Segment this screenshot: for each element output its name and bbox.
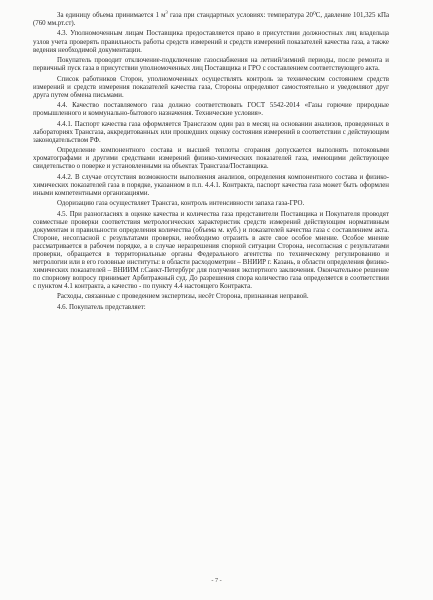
paragraph-odorization: Одоризацию газа осуществляет Трансгаз, контроль интенсивности запаха газа-ГРО. (57, 200, 305, 208)
paragraph-4-6: 4.6. Покупатель представляет: (57, 303, 146, 311)
paragraph-gas-unit-pre: За единицу объема принимается 1 м (57, 12, 166, 19)
paragraph-gas-unit (33, 9, 390, 28)
paragraph-4-4-2: 4.4.2. В случае отсутствия возможности выполнения анализов, определения компонентного состава и физико-химических показателей газа в порядке, указанном в п.п. 4.4.1. Контракта, паспорт качества газа может быть оформлен иными компетентными организациями. (33, 173, 389, 197)
document-body (33, 9, 390, 314)
paragraph-gas-unit-post: газа при стандартных условиях: температура 20⁰С, давление 101,325 кПа (760 мм.рт.ст). (33, 12, 390, 28)
paragraph-4-4-1: 4.4.1. Паспорт качества газа оформляется Трансгазом один раз в месяц на основании анализов, проведенных в лабораториях Трансгаза, аккредитованных или прошедших оценку состояния измерений в соответствии с действующим законодательством РФ. (33, 120, 389, 144)
paragraph-staff-list: Список работников Сторон, уполномоченных осуществлять контроль за техническим состоянием средств измерений и средств измерения показателей качества газа, Стороны определяют самостоятельно и уведомляют друг друга путем обмена письмами. (33, 75, 389, 99)
paragraph-4-4: 4.4. Качество поставляемого газа должно соответствовать ГОСТ 5542-2014 «Газы горючие природные промышленного и коммунально-бытового назначения. Технические условия». (33, 102, 389, 118)
paragraph-4-3: 4.3. Уполномоченным лицам Поставщика предоставляется право в присутствии должностных лиц владельца узлов учета проверять правильность работы средств измерений и средств измерений показателей качества газа, а также ведения необходимой документации. (33, 30, 389, 54)
paragraph-4-5: 4.5. При разногласиях в оценке качества и количества газа представители Поставщика и Покупателя проводят совместные проверки соответствия метрологических характеристик средств измерений действующим нормативным документам и правильности определения количества (объема м. куб.) и показателей качества газа с составлением акта. Стороне, несогласной с результатами проверки, необходимо отразить в акте свое особое мнение. Особое мнение рассматривается в рабочем порядке, а в случае неразрешения спорной ситуации Сторона, несогласная с результатами проверки, обращается в территориальные органы Федерального агентства по техническому регулированию и метрологии или в его головные институты: в области расходометрии – ВНИИР г. Казань, в области определения физико-химических показателей – ВНИИМ г.Санкт-Петербург для получения экспертного заключения. Окончательное решение по спорному вопросу принимает Арбитражный суд. До разрешения спора количество газа определяется в соответствии с пунктом 4.1 контракта, а качество - по пункту 4.4 настоящего Контракта. (33, 210, 389, 290)
cubic-superscript: 3 (165, 9, 168, 15)
paragraph-disconnection: Покупатель проводит отключение-подключение газоснабжения на летний/зимний периоды, после ремонта и первичный пуск газа в присутствии уполномоченных лиц Поставщика и ГРО с составлением соответствующего акта. (33, 57, 389, 73)
page-number: - 7 - (211, 577, 222, 584)
paragraph-expenses: Расходы, связанные с проведением экспертизы, несёт Сторона, признанная неправой. (57, 293, 309, 301)
paragraph-composition: Определение компонентного состава и высшей теплоты сгорания допускается выполнять потоковыми хроматографами и другими средствами измерений физико-химических показателей газа, имеющими действующее свидетельство о поверке и установленными на объектах Трансгаза/Поставщика. (33, 147, 389, 171)
